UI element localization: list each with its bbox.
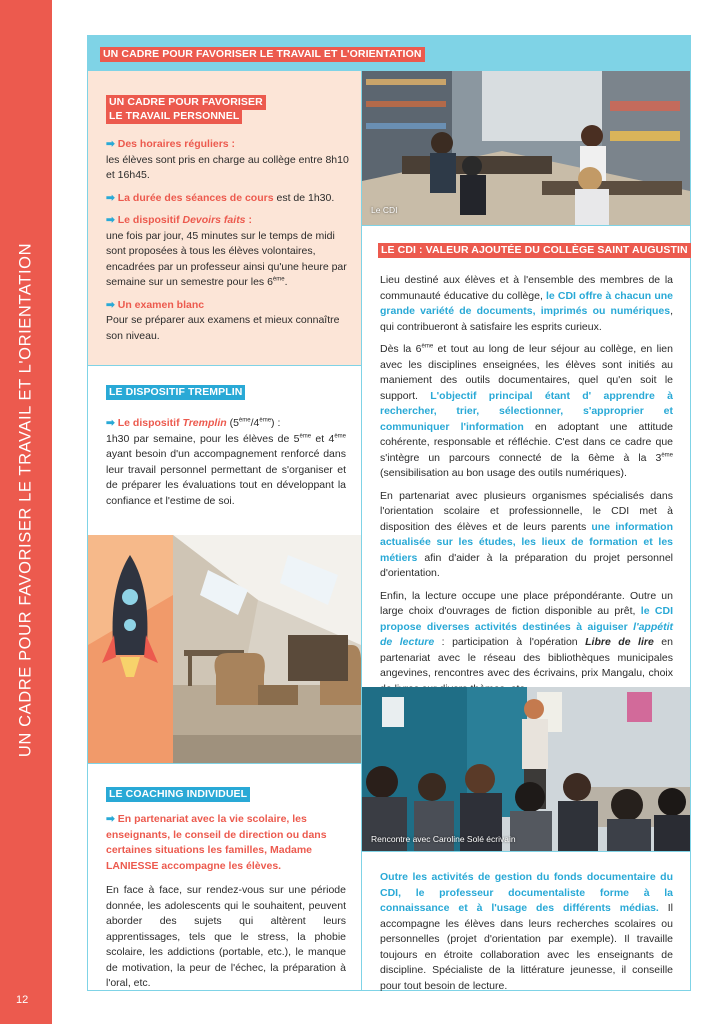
arrow-icon: ➡	[106, 214, 115, 226]
coaching-text: En face à face, sur rendez-vous sur une période donnée, les adolescents qui le souhaitent, peuvent aborder des sujets qui altèrent leurs apprentissages, tels que le stress, la phobie scolaire, les addictions (portable, etc.), le manque de motivation, la peur de l'échec, la préparation à l'oral, etc.	[106, 884, 346, 989]
coaching-intro-text: En partenariat avec la vie scolaire, les enseignants, le conseil de direction ou dans certaines situations les familles, Madame LANIESSE accompagne les élèves.	[106, 813, 327, 872]
arrow-icon: ➡	[106, 298, 115, 311]
tremplin-heading: LE DISPOSITIF TREMPLIN	[106, 385, 245, 400]
travail-heading-line1: UN CADRE POUR FAVORISER	[106, 95, 266, 110]
section-divider	[88, 763, 361, 764]
horaires-title: Des horaires réguliers :	[117, 138, 236, 150]
dispositif-sup: ème	[272, 276, 285, 283]
section-divider	[88, 365, 361, 366]
cdi-photo	[362, 71, 690, 225]
tremplin-room-photo	[88, 535, 361, 763]
travail-text	[106, 137, 350, 351]
sup: ème	[661, 452, 673, 458]
duree-text: est de 1h30.	[273, 191, 335, 204]
tremplin-text-b: et 4	[311, 432, 335, 445]
page-number: 12	[16, 994, 29, 1006]
cdi-p2-c: en adoptant une attitude cohérente, responsable et réfléchie. C'est dans ce cadre que s'intègre un parcours connecté de la 6ème à la 3	[380, 420, 673, 464]
sup: ème	[238, 417, 251, 424]
cdi-p1-b: , qui contribueront à satisfaire les esprits curieux.	[380, 305, 673, 333]
page-title: UN CADRE POUR FAVORISER LE TRAVAIL ET L'ORIENTATION	[100, 47, 425, 62]
travail-heading-line2: LE TRAVAIL PERSONNEL	[106, 109, 242, 124]
tremplin-text	[106, 416, 346, 509]
dispositif-text: une fois par jour, 45 minutes sur le temps de midi sont proposées à tous les élèves volontaires, encadrées par un professeur ainsi qu'une heure par semaine sur un semestre pour les 6	[106, 229, 347, 288]
horaires-text: les élèves sont pris en charge au collège entre 8h10 et 16h45.	[106, 153, 349, 181]
arrow-icon: ➡	[106, 138, 115, 150]
sidebar	[0, 0, 52, 1024]
cdi-p5-highlight: Outre les activités de gestion du fonds documentaire du CDI, le professeur documentaliste forme à la connaissance et à l'usage des différents médias.	[380, 871, 673, 914]
cdi-p4-c: en partenariat avec le réseau des bibliothèques municipales angevines, rencontres avec des écrivains, prix Mangalu, choix	[380, 636, 673, 679]
cdi-documentaliste-text	[380, 870, 673, 994]
tremplin-title-prefix: Le dispositif	[117, 417, 183, 429]
author-meeting-photo	[362, 687, 690, 851]
cdi-p2-highlight: L'objectif principal étant d' apprendre à rechercher, trier, sélectionner, s'approprier et communiquer l'information	[380, 389, 673, 433]
cdi-photo-caption: Le CDI	[371, 205, 398, 215]
slash: /4	[250, 417, 260, 429]
sup: ème	[299, 433, 312, 439]
examen-title: Un examen blanc	[117, 298, 205, 311]
cdi-p2-a: Dès la 6	[380, 343, 422, 355]
cdi-p2-d: (sensibilisation au bon usage des outils numériques).	[380, 467, 627, 479]
sidebar-title: UN CADRE POUR FAVORISER LE TRAVAIL ET L'ORIENTATION	[16, 242, 35, 758]
cdi-p3-b: afin d'aider à la préparation du projet personnel d'orientation.	[380, 551, 673, 579]
cdi-p2-b: et tout au long de leur séjour au collège, en lien avec les disciplines enseignées, les élèves sont initiés au maniement des outils documentaires, quel qu'en soit le support.	[380, 343, 673, 402]
duree-title: La durée des séances de cours	[117, 191, 274, 204]
cdi-p4-b: : participation à l'opération	[434, 636, 586, 648]
section-divider	[362, 225, 690, 226]
cdi-p3-a: En partenariat avec plusieurs organismes spécialisés dans l'orientation scolaire et professionnelle, le CDI met à disposition des élèves et de leurs parents	[380, 489, 673, 533]
section-divider	[362, 851, 690, 852]
dispositif-prefix: Le dispositif	[117, 214, 183, 226]
coaching-heading: LE COACHING INDIVIDUEL	[106, 787, 250, 802]
tremplin-title-name: Tremplin	[182, 417, 227, 429]
level-close: ) :	[271, 417, 281, 429]
sup: ème	[334, 433, 346, 439]
cdi-p5-b: Il accompagne les élèves dans leurs recherches scolaires ou personnelles (projet d'orientation par exemple). Il travaille toujours en étroite collaboration avec les enseignants de discipline. Spécialiste de la littérature jeunesse, il conseille pour tout besoin de lecture.	[380, 902, 673, 992]
cdi-p4-em: Libre de lire	[585, 636, 654, 648]
arrow-icon: ➡	[106, 191, 115, 204]
tremplin-text-a: 1h30 par semaine, pour les élèves de 5	[106, 432, 300, 445]
dispositif-suffix: :	[245, 214, 252, 226]
arrow-icon: ➡	[106, 813, 115, 825]
cdi-p1-highlight: le CDI offre à chacun une grande variété de documents, imprimés ou numériques	[380, 289, 673, 317]
sup: ème	[259, 417, 272, 424]
sup: ème	[421, 343, 434, 350]
cdi-p4-a: Enfin, la lecture occupe une place prépondérante. Outre un large choix d'ouvrages de fiction disponible au prêt,	[380, 589, 673, 617]
author-photo-caption: Rencontre avec Caroline Solé écrivain	[371, 834, 516, 844]
examen-text: Pour se préparer aux examens et mieux connaître son niveau.	[106, 314, 340, 342]
cdi-text	[380, 273, 673, 704]
cdi-p4-highlight: le CDI propose diverses activités destinées à aiguiser	[380, 605, 673, 633]
cdi-p1-a: Lieu destiné aux élèves et à l'ensemble des membres de la communauté éducative du collège,	[380, 274, 673, 302]
cdi-p3-highlight: une information actualisée sur les études, les lieux de formation et les métiers	[380, 520, 673, 564]
tremplin-text-c: ayant besoin d'un accompagnement renforcé dans leur travail personnel permettant de s'organiser et de préparer les évaluations tout en développant la confiance et l'estime de soi.	[106, 448, 346, 507]
coaching-intro	[106, 812, 346, 874]
cdi-p4-highlight-em: l'appétit de lecture	[380, 620, 673, 648]
tremplin-level-open: (5	[226, 417, 239, 429]
dispositif-name: Devoirs faits	[182, 214, 246, 226]
dispositif-end: .	[284, 276, 288, 288]
cdi-heading: LE CDI : VALEUR AJOUTÉE DU COLLÈGE SAINT AUGUSTIN	[378, 243, 691, 258]
arrow-icon: ➡	[106, 417, 115, 429]
